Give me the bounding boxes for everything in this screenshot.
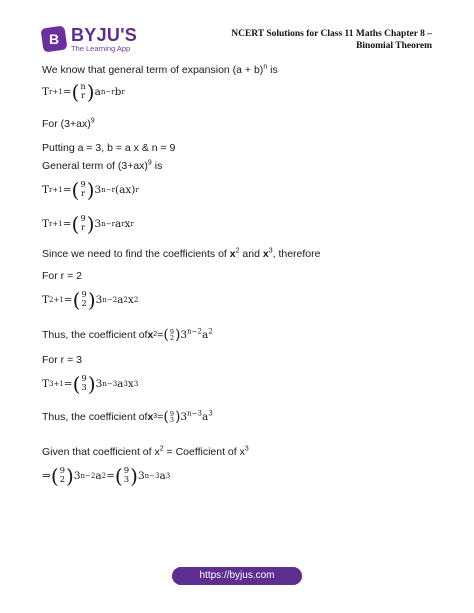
general-term-formula: T r+1 = ( n r ) a n−r b r <box>42 80 125 104</box>
logo-name: BYJU'S <box>71 25 138 45</box>
general-term-expanded: T r+1 = ( 9 r ) 3 n−r a r x r <box>42 212 134 236</box>
for-expression: For $(3+ax)^9$ <box>42 117 95 130</box>
general-term-of-expression: General term of $(3+ax)^9$ is <box>42 159 163 172</box>
header-title-line1: NCERT Solutions for Class 11 Maths Chapter 8 – <box>231 29 432 39</box>
header-title-line2: Binomial Theorem <box>356 41 432 51</box>
for-r-3: For r = 3 <box>42 354 82 366</box>
general-term-intro: We know that general term of expansion $(a + b)^n$ is <box>42 63 278 76</box>
given-condition: Given that coefficient of $x^2$ = Coefficient of $x^3$ <box>42 445 249 458</box>
header-title <box>231 28 432 52</box>
byjus-logo <box>42 26 137 53</box>
coefficient-x3: Thus, the coefficient of x 3 = ( 9 3 ) $3^{n-3}a^3$ <box>42 409 213 425</box>
putting-values: Putting a = 3, b = a x & n = 9 <box>42 142 176 154</box>
term-r-3: T 3+1 = ( 9 3 ) 3 n−3 a 3 x 3 <box>42 372 139 396</box>
logo-tagline: The Learning App <box>71 44 131 53</box>
byjus-logo-icon <box>40 26 67 53</box>
logo-letter: B <box>48 31 60 48</box>
term-r-2: T 2+1 = ( 9 2 ) 3 n−2 a 2 x 2 <box>42 288 139 312</box>
equated-coefficients: ⇒ ( 9 2 ) 3 n−2 a 2 = ( 9 3 ) 3 n−3 a 3 <box>42 464 171 488</box>
for-r-2: For r = 2 <box>42 270 82 282</box>
coefficients-statement: Since we need to find the coefficients of $x^2$ and $x^3$, therefore <box>42 247 321 260</box>
website-link[interactable]: https://byjus.com <box>172 567 302 585</box>
general-term-substituted: T r+1 = ( 9 r ) 3 n−r (ax) r <box>42 178 139 202</box>
coefficient-x2: Thus, the coefficient of x 2 = ( 9 2 ) $3^{n-2}a^2$ <box>42 327 213 343</box>
